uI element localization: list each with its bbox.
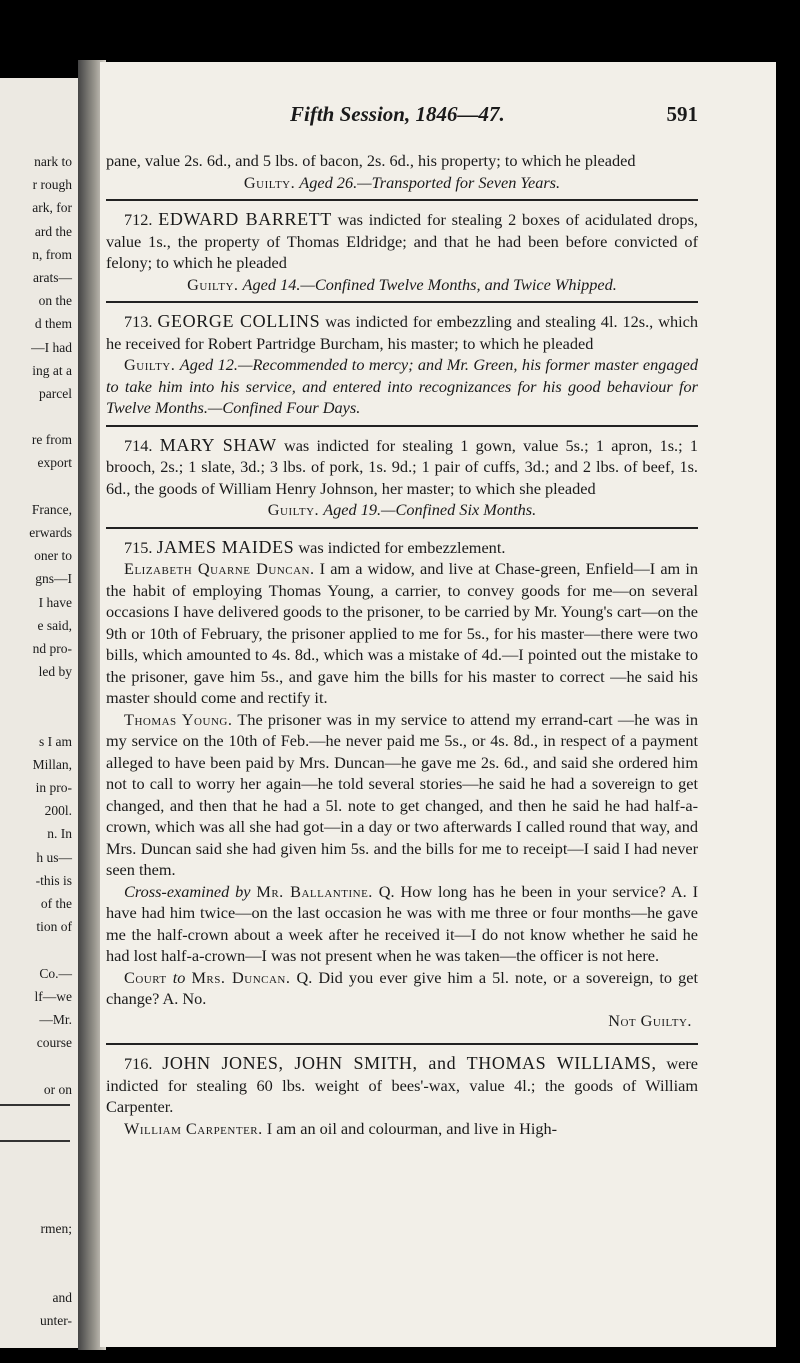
court-question: Court to Mrs. Duncan. Q. Did you ever give him a 5l. note, or a sovereign, to get change? A. No. (106, 967, 699, 1008)
defendant-name: EDWARD BARRETT (158, 209, 332, 229)
page-number: 591 (666, 102, 698, 126)
cross-examination: Cross-examined by Mr. Ballantine. Q. How long has he been in your service? A. I have had him twice—on the last occasion he was with me three or four months—he gave me the half-crown about a week after he received it—I do not know whether he said he had lost half-a-crown—I was not present when he was taken—the officer is not here. (106, 881, 699, 965)
adjacent-page-line (4, 1170, 72, 1193)
adjacent-page-line: n. In (47, 826, 72, 842)
adjacent-page-line: ard the (34, 223, 72, 239)
witness-testimony: William Carpenter. I am an oil and colourman, and live in High- (124, 1118, 558, 1138)
witness-name: Thomas Young. (124, 709, 233, 729)
adjacent-page-line: on the (38, 293, 72, 309)
adjacent-page-line (4, 683, 72, 706)
verdict-line: Guilty. Aged 14.—Confined Twelve Months, and Twice Whipped. (187, 274, 617, 294)
adjacent-page-line: e said, (37, 617, 72, 633)
adjacent-page-line: unter- (40, 1313, 72, 1329)
adjacent-page-line: tion of (36, 919, 72, 935)
adjacent-page-line (4, 1240, 72, 1263)
adjacent-page-line (4, 1054, 72, 1077)
verdict-line: Not Guilty. (608, 1010, 692, 1030)
case-divider (106, 527, 698, 529)
adjacent-page-line: and (52, 1290, 72, 1306)
adjacent-page-line: I have (38, 594, 72, 610)
adjacent-page-line: parcel (39, 385, 72, 401)
adjacent-page-line: r rough (32, 177, 72, 193)
adjacent-page-line (4, 1193, 72, 1216)
adjacent-page-line: n, from (32, 246, 72, 262)
adjacent-page-line: lf—we (34, 988, 72, 1004)
adjacent-page-line: export (37, 455, 72, 471)
adjacent-page-line: Millan, (32, 756, 72, 772)
adjacent-page-line: 200l. (44, 803, 72, 819)
defendant-name: MARY SHAW (159, 434, 277, 455)
adjacent-page-line: —I had (31, 339, 72, 355)
verdict-line: Guilty. Aged 26.—Transported for Seven Years. (243, 172, 561, 192)
adjacent-page-rule (0, 1104, 70, 1106)
adjacent-page-line: -this is (35, 872, 72, 888)
case-divider (106, 301, 698, 303)
adjacent-page-line: d them (34, 316, 72, 332)
adjacent-page-line (4, 1124, 72, 1147)
adjacent-page-line: gns—I (35, 571, 72, 587)
adjacent-page-line (4, 707, 72, 730)
case-712: 712. EDWARD BARRETT was indicted for stealing 2 boxes of acidulated drops, value 1s., the property of Thomas Eldridge; and that he had been before convicted of felony; to which he pleaded (106, 209, 698, 272)
adjacent-page-line: oner to (34, 548, 72, 564)
adjacent-page-line: led by (38, 664, 72, 680)
adjacent-page-line: nd pro- (32, 640, 72, 656)
case-713: 713. GEORGE COLLINS was indicted for embezzling and stealing 4l. 12s., which he received for Robert Partridge Burcham, his master; to which he pleaded (106, 311, 698, 353)
case-divider (106, 199, 698, 201)
case-715: 715. JAMES MAIDES was indicted for embezzlement. (124, 536, 506, 557)
continued-case: pane, value 2s. 6d., and 5 lbs. of bacon, 2s. 6d., his property; to which he pleaded (106, 151, 636, 170)
witness-testimony: Elizabeth Quarne Duncan. I am a widow, and live at Chase-green, Enfield—I am in the habit of employing Thomas Young, a carrier, to convey goods for me—on several occasions I have delivered goods to the prisoner, to be carried by Mr. Young's cart—on the 9th or 10th of February, the prisoner applied to me for 5s., for his master—there were two bills, which amounted to 4s. 8d., which was a mistake of 4d.—I pointed out the mistake to the prisoner, gave him 5s., and gave him the bills for his master to correct —he said his master should come and rectify it. (106, 559, 698, 707)
adjacent-page-line: in pro- (35, 780, 72, 796)
defendant-name: JOHN JONES, JOHN SMITH, and THOMAS WILLIAMS, (162, 1053, 657, 1073)
defendant-name: GEORGE COLLINS (157, 311, 321, 331)
verdict-line: Guilty. Aged 12.—Recommended to mercy; and Mr. Green, his former master engaged to take him into his service, and entered into recognizances for his good behaviour for Twelve Months.—Confined Four Days. (106, 355, 699, 417)
page-body (106, 150, 698, 1139)
adjacent-page-rule (0, 1140, 70, 1142)
adjacent-page-line (4, 405, 72, 428)
adjacent-page-line: —Mr. (39, 1011, 72, 1027)
running-head: Fifth Session, 1846—47. (290, 102, 505, 126)
witness-testimony: Thomas Young. The prisoner was in my service to attend my errand-cart —he was in my service on the 10th of Feb.—he never paid me 5s., or 4s. 8d., in respect of a payment alleged to have been paid by Mrs. Duncan—he gave me 2s. 6d., and said she ordered him not to call to worry her again—he told several stories—he said he had a sovereign to get changed, and then that he had a 5l. note to get changed, and then he said he had half-a-crown, which was all she had got—in a day or two afterwards I called round that way, and Mrs. Duncan said she had given him 5s. and the bills for me to receipt—I said I had never seen them. (106, 709, 699, 879)
adjacent-page-line: arats— (33, 269, 72, 285)
adjacent-page-line: ark, for (32, 200, 72, 216)
adjacent-page-line (4, 1263, 72, 1286)
adjacent-page-line: France, (31, 501, 72, 517)
page-header (100, 102, 776, 132)
adjacent-page-line: re from (31, 432, 72, 448)
adjacent-page-line: of the (40, 896, 72, 911)
verdict-line: Guilty. Aged 19.—Confined Six Months. (267, 500, 537, 519)
adjacent-page-line (4, 1147, 72, 1170)
adjacent-page-line: s I am (39, 733, 72, 749)
adjacent-page-line: nark to (34, 154, 72, 169)
adjacent-page-line: course (36, 1035, 72, 1051)
defendant-name: JAMES MAIDES (156, 536, 295, 557)
case-divider (106, 425, 698, 427)
adjacent-page-line (4, 475, 72, 498)
book-page (100, 62, 776, 1347)
adjacent-page-text (4, 150, 72, 1333)
adjacent-page-line: h us— (36, 849, 72, 865)
adjacent-page-line: rmen; (40, 1220, 72, 1236)
adjacent-page-line: erwards (29, 525, 72, 540)
adjacent-page-line (4, 938, 72, 961)
case-714: 714. MARY SHAW was indicted for stealing 1 gown, value 5s.; 1 apron, 1s.; 1 brooch, 2s.; 1 slate, 3d.; 3 lbs. of pork, 1s. 9d.; 1 pair of cuffs, 3d.; and 2 lbs. of beef, 1s. 6d., the goods of William Henry Johnson, her master; to which she pleaded (106, 434, 699, 498)
adjacent-page-line: Co.— (39, 965, 72, 981)
adjacent-page-line: ing at a (32, 362, 72, 378)
case-divider (106, 1043, 698, 1045)
witness-name: William Carpenter. (124, 1118, 263, 1138)
case-716: 716. JOHN JONES, JOHN SMITH, and THOMAS WILLIAMS, were indicted for stealing 60 lbs. weight of bees'-wax, value 4l.; the goods of William Carpenter. (106, 1053, 699, 1116)
adjacent-page-line: or on (43, 1081, 72, 1097)
witness-name: Elizabeth Quarne Duncan. (124, 559, 315, 578)
adjacent-page-fragment (0, 78, 81, 1348)
